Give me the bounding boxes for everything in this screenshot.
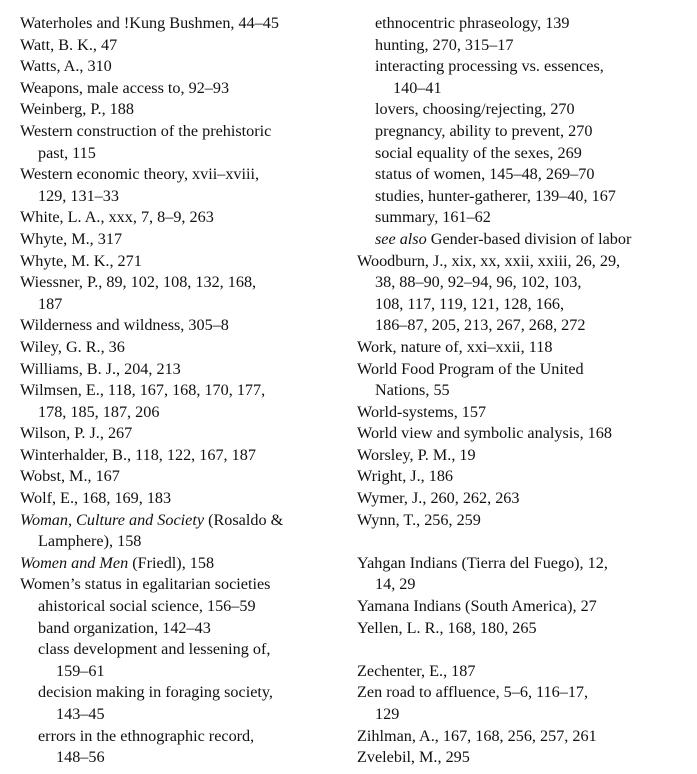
- index-entry-text: [20, 14, 279, 32]
- index-entry-main-text: lovers, choosing/rejecting, 270: [375, 100, 575, 119]
- index-entry: [20, 229, 350, 251]
- index-subentry: [357, 13, 687, 35]
- index-letter-gap: [357, 639, 687, 661]
- index-entry-main-text: Wilmsen, E., 118, 167, 168, 170, 177,: [20, 381, 266, 400]
- index-entry-text: [357, 597, 597, 615]
- index-entry-text: [357, 619, 537, 637]
- index-entry: [357, 747, 687, 769]
- index-entry-text: [375, 230, 631, 248]
- index-entry-main-text: Yahgan Indians (Tierra del Fuego), 12,: [357, 553, 608, 572]
- index-entry: [20, 272, 350, 315]
- index-entry-continuation: 129: [375, 705, 400, 723]
- index-entry-text: [20, 381, 265, 399]
- index-entry: [20, 466, 350, 488]
- index-entry-text: [20, 208, 214, 226]
- index-entry-main-text: Western construction of the prehistoric: [20, 121, 272, 140]
- index-entry-main-text: Whyte, M., 317: [20, 229, 123, 248]
- index-entry-continuation: 38, 88–90, 92–94, 96, 102, 103,: [375, 273, 582, 292]
- index-entry-text: [375, 144, 582, 162]
- index-entry-main-text: Wynn, T., 256, 259: [357, 510, 481, 529]
- index-subentry: [20, 726, 350, 769]
- index-entry-main-text: (Rosaldo &: [204, 510, 284, 529]
- index-subentry: [357, 164, 687, 186]
- index-entry-main-text: Watts, A., 310: [20, 57, 112, 76]
- index-entry: [357, 488, 687, 510]
- index-entry-continuation: Lamphere), 158: [38, 532, 142, 551]
- index-entry-text: [20, 338, 125, 356]
- index-entry-main-text: Women’s status in egalitarian societies: [20, 575, 271, 594]
- index-entry-main-text: ahistorical social science, 156–59: [38, 597, 256, 616]
- index-entry-text: [20, 252, 142, 270]
- index-entry-main-text: Williams, B. J., 204, 213: [20, 359, 181, 378]
- index-entry-main-text: Wobst, M., 167: [20, 467, 120, 486]
- index-entry-text: [357, 446, 476, 464]
- index-entry-main-text: World view and symbolic analysis, 168: [357, 424, 612, 443]
- index-entry-continuation: 187: [38, 294, 63, 313]
- index-subentry: [357, 56, 687, 99]
- index-entry: [357, 682, 687, 725]
- index-entry-text: [357, 467, 453, 485]
- index-subentry: [20, 639, 350, 682]
- index-entry: [20, 164, 350, 207]
- index-entry-text: [20, 230, 122, 248]
- index-entry-text: [375, 36, 514, 54]
- index-entry: [20, 315, 350, 337]
- index-entry-continuation: 159–61: [56, 661, 105, 680]
- index-entry-continuation: 129, 131–33: [38, 186, 119, 205]
- index-entry-main-text: Zvelebil, M., 295: [357, 748, 470, 767]
- index-entry-main-text: Yamana Indians (South America), 27: [357, 597, 597, 616]
- index-entry-italic: see also: [375, 229, 427, 248]
- index-entry: [20, 251, 350, 273]
- index-subentry: [20, 618, 350, 640]
- index-entry-main-text: Weinberg, P., 188: [20, 100, 134, 119]
- index-entry-text: [357, 748, 470, 766]
- index-entry: [20, 553, 350, 575]
- index-subentry: [357, 143, 687, 165]
- index-entry-text: [375, 165, 594, 183]
- index-entry-main-text: Wymer, J., 260, 262, 263: [357, 489, 520, 508]
- index-entry-main-text: Zechenter, E., 187: [357, 661, 476, 680]
- index-entry: [20, 207, 350, 229]
- index-column-right: [357, 13, 687, 769]
- index-entry: [357, 423, 687, 445]
- index-entry-continuation: 186–87, 205, 213, 267, 268, 272: [375, 316, 586, 335]
- index-subentry: [20, 596, 350, 618]
- index-entry-text: [357, 662, 475, 680]
- index-subentry: [357, 99, 687, 121]
- index-entry-text: [38, 640, 270, 658]
- index-entry-main-text: interacting processing vs. essences,: [375, 57, 604, 76]
- index-entry-text: [20, 100, 134, 118]
- index-entry-text: [357, 403, 486, 421]
- index-entry-main-text: World Food Program of the United: [357, 359, 584, 378]
- index-entry-text: [38, 683, 273, 701]
- index-entry-main-text: ethnocentric phraseology, 139: [375, 14, 570, 32]
- index-entry-continuation: past, 115: [38, 143, 96, 162]
- index-entry: [20, 445, 350, 467]
- index-entry-main-text: Western economic theory, xvii–xviii,: [20, 165, 260, 184]
- index-entry-text: [357, 424, 612, 442]
- index-entry-text: [38, 597, 256, 615]
- index-entry-main-text: World-systems, 157: [357, 402, 487, 421]
- index-entry-main-text: social equality of the sexes, 269: [375, 143, 582, 162]
- index-entry-main-text: Wolf, E., 168, 169, 183: [20, 489, 172, 508]
- index-entry-main-text: Zihlman, A., 167, 168, 256, 257, 261: [357, 726, 597, 745]
- index-entry-main-text: Yellen, L. R., 168, 180, 265: [357, 618, 537, 637]
- index-entry: [20, 78, 350, 100]
- index-entry-continuation: 14, 29: [375, 575, 416, 594]
- index-entry: [20, 423, 350, 445]
- index-entry-text: [38, 619, 211, 637]
- index-entry: [20, 337, 350, 359]
- index-entry-main-text: hunting, 270, 315–17: [375, 35, 514, 54]
- index-entry: [20, 56, 350, 78]
- index-entry: [20, 359, 350, 381]
- index-entry-main-text: Watt, B. K., 47: [20, 35, 118, 54]
- index-entry-text: [20, 122, 271, 140]
- index-entry-text: [357, 252, 620, 270]
- index-subentry: [357, 186, 687, 208]
- index-entry-text: [20, 511, 283, 529]
- index-entry-continuation: 178, 185, 187, 206: [38, 402, 160, 421]
- index-entry-text: [357, 683, 588, 701]
- index-entry-continuation: 140–41: [393, 78, 442, 97]
- index-entry-main-text: summary, 161–62: [375, 208, 491, 227]
- index-entry-text: [20, 360, 181, 378]
- index-entry-main-text: Wilson, P. J., 267: [20, 424, 133, 443]
- index-entry-text: [20, 554, 214, 572]
- index-entry-main-text: Zen road to affluence, 5–6, 116–17,: [357, 683, 589, 702]
- index-entry-italic: Woman, Culture and Society: [20, 510, 205, 529]
- index-entry-main-text: Wiessner, P., 89, 102, 108, 132, 168,: [20, 273, 257, 292]
- index-entry-text: [375, 14, 570, 32]
- index-entry: [357, 466, 687, 488]
- index-entry: [357, 553, 687, 596]
- index-entry-text: [357, 511, 481, 529]
- index-entry-main-text: Winterhalder, B., 118, 122, 167, 187: [20, 445, 256, 464]
- index-entry-text: [375, 122, 592, 140]
- index-entry: [357, 510, 687, 532]
- index-letter-gap: [357, 531, 687, 553]
- index-entry-main-text: Gender-based division of labor: [426, 229, 632, 248]
- index-entry-main-text: Whyte, M. K., 271: [20, 251, 142, 270]
- index-entry-main-text: band organization, 142–43: [38, 618, 211, 637]
- index-entry-text: [357, 338, 552, 356]
- index-entry: [20, 574, 350, 596]
- index-entry-main-text: Work, nature of, xxi–xxii, 118: [357, 337, 553, 356]
- index-entry-main-text: errors in the ethnographic record,: [38, 726, 255, 745]
- index-entry-text: [375, 208, 491, 226]
- index-entry: [20, 35, 350, 57]
- index-subentry: [357, 121, 687, 143]
- index-entry-text: [20, 467, 120, 485]
- index-entry-text: [20, 316, 229, 334]
- index-entry: [357, 402, 687, 424]
- index-entry-main-text: pregnancy, ability to prevent, 270: [375, 121, 593, 140]
- index-entry-text: [20, 36, 117, 54]
- index-entry-text: [357, 360, 584, 378]
- index-entry-main-text: (Friedl), 158: [128, 553, 215, 572]
- index-entry: [357, 445, 687, 467]
- index-entry: [357, 618, 687, 640]
- index-entry: [357, 251, 687, 337]
- index-entry-text: [375, 57, 604, 75]
- index-entry-main-text: Wilderness and wildness, 305–8: [20, 316, 229, 335]
- index-entry-text: [357, 489, 519, 507]
- index-entry-main-text: decision making in foraging society,: [38, 683, 273, 702]
- index-entry-text: [38, 727, 254, 745]
- index-entry-italic: Women and Men: [20, 553, 129, 572]
- index-entry-text: [20, 575, 270, 593]
- index-entry-text: [20, 489, 171, 507]
- index-entry-continuation: 148–56: [56, 748, 105, 767]
- index-subentry: [357, 207, 687, 229]
- index-entry: [357, 726, 687, 748]
- index-subentry: [20, 682, 350, 725]
- index-entry: [357, 661, 687, 683]
- index-entry-text: [20, 57, 112, 75]
- index-entry: [357, 337, 687, 359]
- index-entry-text: [20, 79, 229, 97]
- index-entry-main-text: class development and lessening of,: [38, 640, 271, 659]
- index-entry-text: [20, 446, 256, 464]
- index-entry-main-text: White, L. A., xxx, 7, 8–9, 263: [20, 208, 214, 227]
- index-entry: [20, 510, 350, 553]
- index-entry-main-text: status of women, 145–48, 269–70: [375, 165, 595, 184]
- index-entry-main-text: Woodburn, J., xix, xx, xxii, xxiii, 26, 29,: [357, 251, 621, 270]
- index-entry-main-text: Worsley, P. M., 19: [357, 445, 476, 464]
- index-entry: [357, 596, 687, 618]
- index-entry: [357, 359, 687, 402]
- index-entry-text: [375, 100, 575, 118]
- index-entry: [20, 99, 350, 121]
- index-entry: [20, 488, 350, 510]
- index-entry-main-text: studies, hunter-gatherer, 139–40, 167: [375, 186, 616, 205]
- index-entry-text: [357, 554, 608, 572]
- index-column-left: [20, 13, 350, 769]
- index-entry-continuation: Nations, 55: [375, 381, 450, 400]
- index-subentry: [357, 35, 687, 57]
- index-entry-text: [357, 727, 597, 745]
- index-entry-text: [20, 424, 132, 442]
- index-entry-main-text: Weapons, male access to, 92–93: [20, 78, 230, 97]
- index-entry: [20, 380, 350, 423]
- index-entry-continuation: 108, 117, 119, 121, 128, 166,: [375, 294, 565, 313]
- index-entry: [20, 13, 350, 35]
- index-entry-text: [20, 165, 259, 183]
- index-entry-main-text: Wiley, G. R., 36: [20, 337, 125, 356]
- index-entry-continuation: 143–45: [56, 705, 105, 723]
- index-entry-text: [375, 187, 616, 205]
- index-subentry: [357, 229, 687, 251]
- index-entry: [20, 121, 350, 164]
- index-entry-text: [20, 273, 256, 291]
- index-entry-main-text: Waterholes and !Kung Bushmen, 44–45: [20, 14, 279, 32]
- index-entry-main-text: Wright, J., 186: [357, 467, 454, 486]
